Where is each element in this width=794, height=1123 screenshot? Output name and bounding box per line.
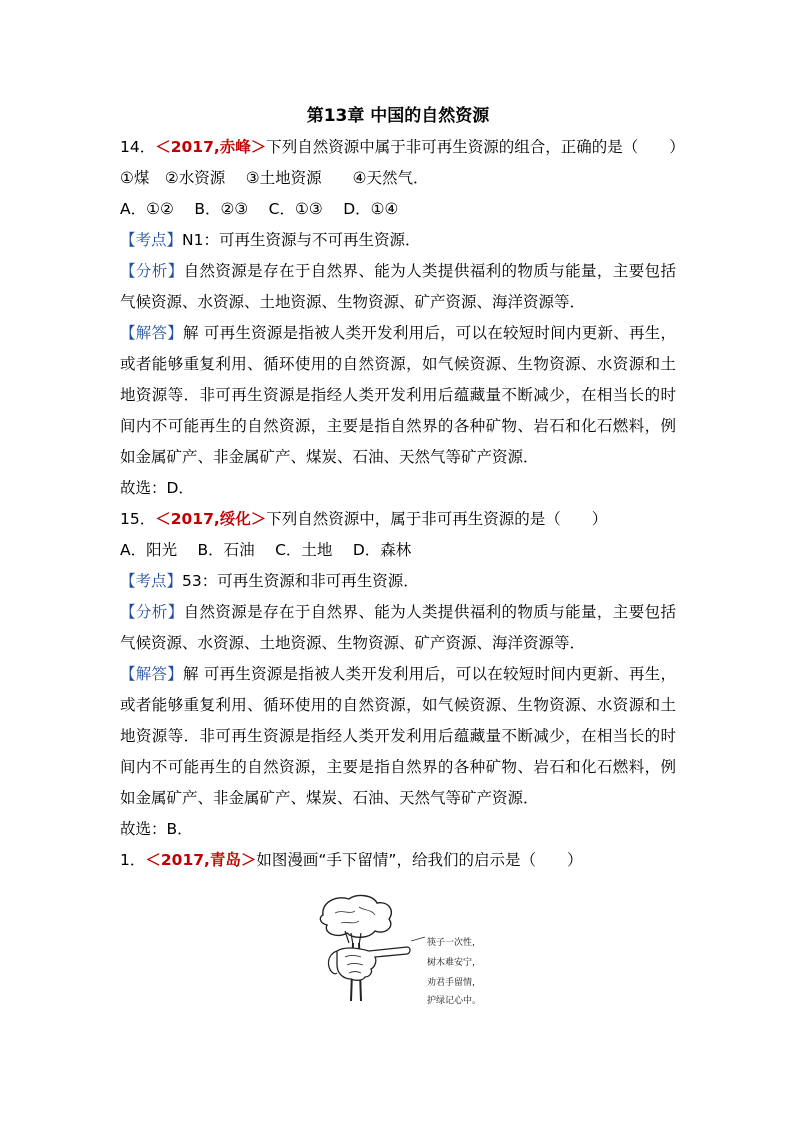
question-15-kaodian xyxy=(120,566,676,597)
question-number: 14． xyxy=(120,138,156,156)
question-number: 1． xyxy=(120,851,146,869)
question-14-answer: 故选：D． xyxy=(120,479,194,497)
fenxi-label: 【分析】 xyxy=(120,603,184,621)
question-14-options: A．①② B．②③ C．①③ D．①④ xyxy=(120,200,399,218)
question-14-fenxi xyxy=(120,256,676,318)
kaodian-text: 53：可再生资源和非可再生资源． xyxy=(182,572,419,590)
question-15-jieda xyxy=(120,659,676,814)
tree-canopy xyxy=(320,896,391,938)
poem-line-3: 劝君手留情， xyxy=(427,978,482,988)
cartoon-figure xyxy=(315,893,485,1008)
question-number: 15． xyxy=(120,510,156,528)
question-14-kaodian xyxy=(120,225,676,256)
sleeve xyxy=(328,951,337,974)
kaodian-text: N1：可再生资源与不可再生资源． xyxy=(182,231,421,249)
question-15-options: A．阳光 B．石油 C．土地 D．森林 xyxy=(120,541,412,559)
fenxi-text: 自然资源是存在于自然界、能为人类提供福利的物质与能量，主要包括气候资源、水资源、土地资源、生物资源、矿产资源、海洋资源等． xyxy=(120,262,676,311)
question-14-items: ①煤 ②水资源 ③土地资源 ④天然气． xyxy=(120,169,429,187)
jieda-text: 解 可再生资源是指被人类开发利用后，可以在较短时间内更新、再生，或者能够重复利用、循环使用的自然资源，如气候资源、生物资源、水资源和土地资源等．非可再生资源是指经人类开发利用后蕴藏量不断减少，在相当长的时间内不可能再生的自然资源，主要是指自然界的各种矿物、岩石和化石燃料，例如金属矿产、非金属矿产、煤炭、石油、天然气等矿产资源． xyxy=(120,324,676,466)
poem-line-2: 树木难安宁， xyxy=(427,958,482,968)
question-14-stem xyxy=(120,132,685,163)
canopy-detail xyxy=(335,907,375,923)
kaodian-label: 【考点】 xyxy=(120,231,183,249)
document-page xyxy=(120,100,685,876)
question-1-stem xyxy=(120,845,676,876)
question-text: 下列自然资源中属于非可再生资源的组合，正确的是（ ） xyxy=(266,138,685,156)
question-15-fenxi xyxy=(120,597,676,659)
pointer-line xyxy=(411,937,425,941)
question-14-jieda xyxy=(120,318,676,473)
jieda-text: 解 可再生资源是指被人类开发利用后，可以在较短时间内更新、再生，或者能够重复利用、循环使用的自然资源，如气候资源、生物资源、水资源和土地资源等．非可再生资源是指经人类开发利用后蕴藏量不断减少，在相当长的时间内不可能再生的自然资源，主要是指自然界的各种矿物、岩石和化石燃料，例如金属矿产、非金属矿产、煤炭、石油、天然气等矿产资源． xyxy=(120,665,676,807)
question-15-answer: 故选：B． xyxy=(120,820,193,838)
fenxi-label: 【分析】 xyxy=(120,262,184,280)
poem-line-4: 护绿记心中。 xyxy=(427,996,482,1006)
question-15-stem xyxy=(120,504,676,535)
page-title: 第13章 中国的自然资源 xyxy=(306,106,490,126)
source-tag: ＜2017,绥化＞ xyxy=(155,510,267,528)
poem-line-1: 筷子一次性， xyxy=(427,938,482,948)
kaodian-label: 【考点】 xyxy=(120,572,183,590)
hand xyxy=(337,947,410,980)
question-text: 如图漫画“手下留情”，给我们的启示是（ ） xyxy=(256,851,583,869)
source-tag: ＜2017,青岛＞ xyxy=(145,851,257,869)
question-text: 下列自然资源中，属于非可再生资源的是（ ） xyxy=(266,510,608,528)
source-tag: ＜2017,赤峰＞ xyxy=(155,138,267,156)
fenxi-text: 自然资源是存在于自然界、能为人类提供福利的物质与能量，主要包括气候资源、水资源、土地资源、生物资源、矿产资源、海洋资源等． xyxy=(120,603,676,652)
chopsticks-tree-cartoon xyxy=(315,893,485,1008)
jieda-label: 【解答】 xyxy=(120,665,183,683)
jieda-label: 【解答】 xyxy=(120,324,183,342)
